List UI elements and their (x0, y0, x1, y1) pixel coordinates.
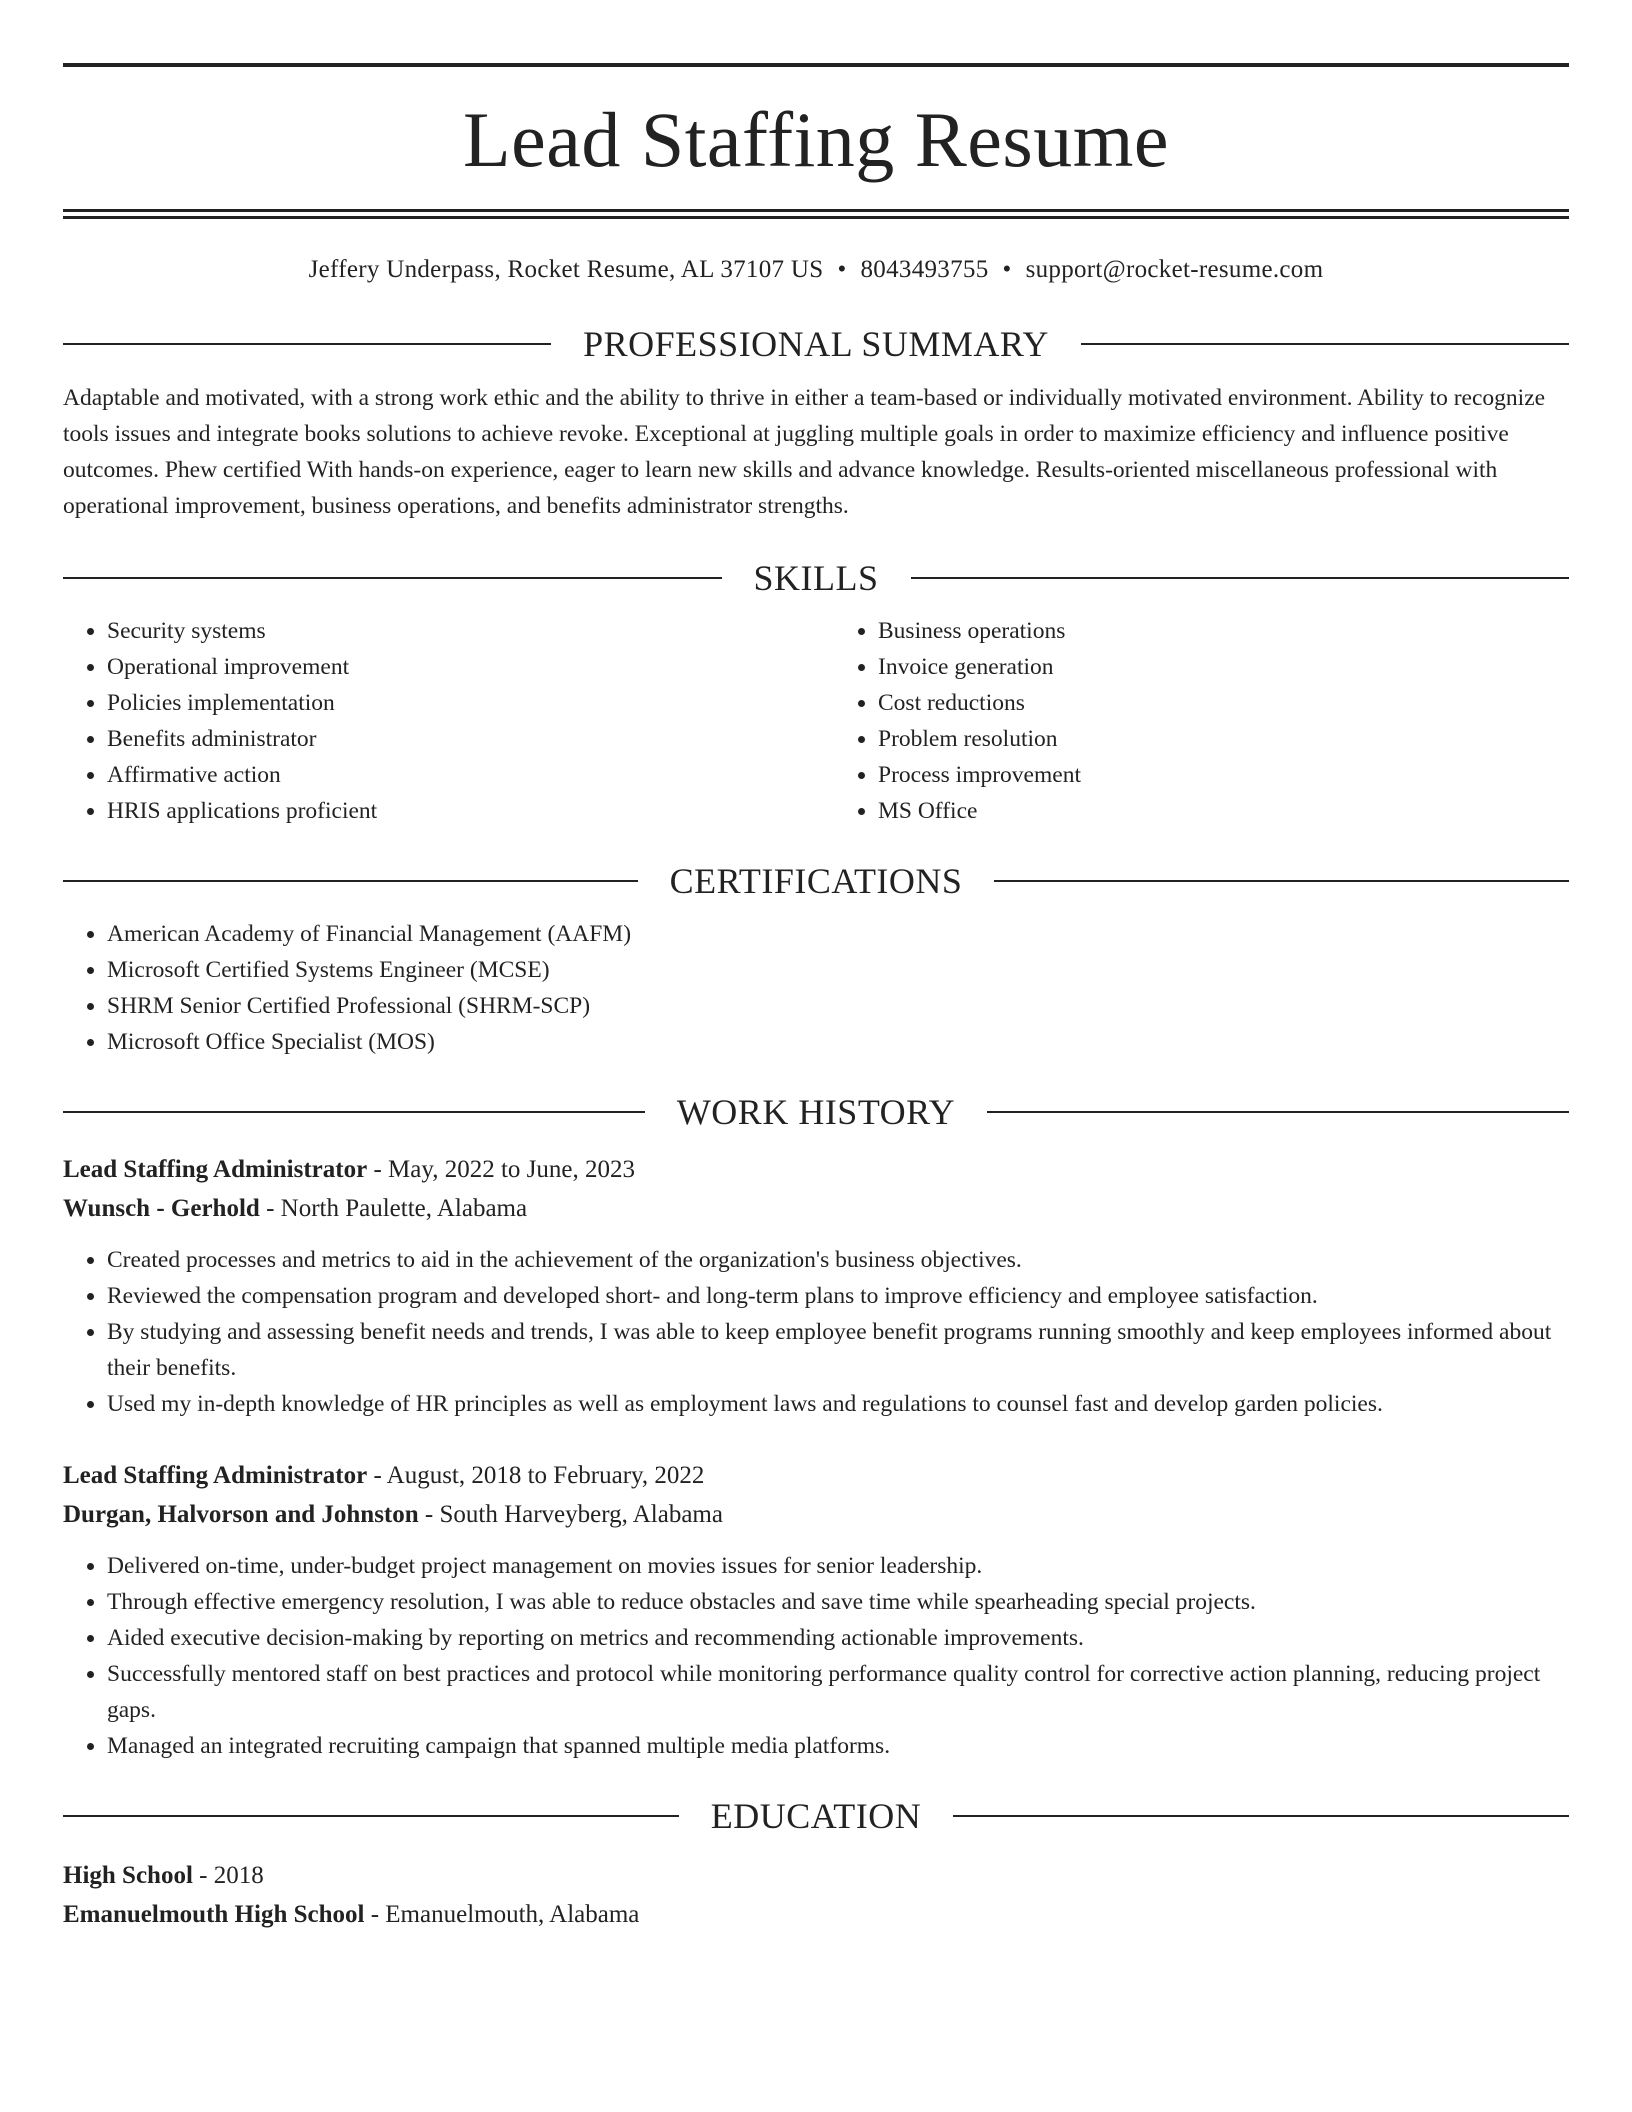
job-bullet: • Used my in-depth knowledge of HR principles as well as employment laws and regulations to counsel fast and develop garden policies. (107, 1386, 1569, 1422)
certification-item: • Microsoft Certified Systems Engineer (MCSE) (107, 952, 1569, 988)
skill-item: • Benefits administrator (107, 721, 798, 757)
heading-rule-right (994, 880, 1569, 882)
skill-item: • MS Office (878, 793, 1569, 829)
heading-rule-left (63, 343, 551, 345)
job-company-line (63, 1189, 1569, 1228)
section-heading-skills (63, 560, 1569, 596)
job-title: Lead Staffing Administrator (63, 1156, 368, 1183)
certification-item: • SHRM Senior Certified Professional (SHRM-SCP) (107, 988, 1569, 1024)
job-bullet: • By studying and assessing benefit needs and trends, I was able to keep employee benefit programs running smoothly and keep employees informed about their benefits. (107, 1314, 1569, 1386)
heading-rule-left (63, 577, 722, 579)
certification-item: • American Academy of Financial Management (AAFM) (107, 916, 1569, 952)
job-bullet: • Aided executive decision-making by reporting on metrics and recommending actionable improvements. (107, 1620, 1569, 1656)
contact-separator: • (1002, 256, 1012, 283)
section-heading-work (63, 1094, 1569, 1130)
skills-list-right (798, 613, 1569, 829)
job-bullet: • Through effective emergency resolution, I was able to reduce obstacles and save time while spearheading special projects. (107, 1584, 1569, 1620)
job-company: Wunsch - Gerhold (63, 1195, 260, 1222)
heading-rule-left (63, 880, 638, 882)
job-bullets (63, 1242, 1569, 1422)
job-dates: - May, 2022 to June, 2023 (367, 1156, 635, 1183)
education-school: Emanuelmouth High School (63, 1901, 365, 1928)
skill-item: • Cost reductions (878, 685, 1569, 721)
skill-item: • Business operations (878, 613, 1569, 649)
section-heading-education (63, 1798, 1569, 1834)
job-bullets (63, 1548, 1569, 1764)
education-year: - 2018 (192, 1862, 264, 1889)
job-company-line (63, 1495, 1569, 1534)
certifications-list (63, 916, 1569, 1060)
skills-columns (63, 613, 1569, 829)
job-bullet: • Created processes and metrics to aid in the achievement of the organization's business objectives. (107, 1242, 1569, 1278)
education-location: - Emanuelmouth, Alabama (364, 1901, 640, 1928)
contact-separator: • (837, 256, 847, 283)
skill-item: • Problem resolution (878, 721, 1569, 757)
section-title-summary: PROFESSIONAL SUMMARY (583, 324, 1049, 364)
job-bullet: • Delivered on-time, under-budget project management on movies issues for senior leadership. (107, 1548, 1569, 1584)
skill-item: • Process improvement (878, 757, 1569, 793)
heading-rule-right (911, 577, 1570, 579)
summary-paragraph: Adaptable and motivated, with a strong work ethic and the ability to thrive in either a team-based or individually motivated environment. Ability to recognize tools issues and integrate books solutions to achieve revoke. Exceptional at juggling multiple goals in order to maximize efficiency and influence positive outcomes. Phew certified With hands-on experience, eager to learn new skills and advance knowledge. Results-oriented miscellaneous professional with operational improvement, business operations, and benefits administrator strengths. (63, 385, 1546, 519)
education-entry (63, 1856, 1569, 1934)
job-bullet: • Managed an integrated recruiting campaign that spanned multiple media platforms. (107, 1728, 1569, 1764)
job-location: - North Paulette, Alabama (259, 1195, 528, 1222)
certification-item: • Microsoft Office Specialist (MOS) (107, 1024, 1569, 1060)
page-title: Lead Staffing Resume (462, 96, 1170, 183)
skill-item: • Policies implementation (107, 685, 798, 721)
contact-address: Jeffery Underpass, Rocket Resume, AL 37107 US (308, 256, 824, 283)
skill-item: • HRIS applications proficient (107, 793, 798, 829)
skill-item: • Invoice generation (878, 649, 1569, 685)
heading-rule-right (987, 1111, 1569, 1113)
job-location: - South Harveyberg, Alabama (418, 1501, 723, 1528)
title-double-rule (63, 209, 1569, 219)
job-dates: - August, 2018 to February, 2022 (367, 1462, 705, 1489)
skills-list-left (63, 613, 798, 829)
job-title: Lead Staffing Administrator (63, 1462, 368, 1489)
section-title-certifications: CERTIFICATIONS (669, 861, 963, 901)
heading-rule-left (63, 1815, 679, 1817)
contact-phone: 8043493755 (860, 256, 989, 283)
section-heading-certifications (63, 863, 1569, 899)
job-bullet: • Reviewed the compensation program and developed short- and long-term plans to improve efficiency and employee satisfaction. (107, 1278, 1569, 1314)
heading-rule-right (1081, 343, 1569, 345)
contact-line (63, 257, 1569, 282)
job-title-line (63, 1150, 1569, 1189)
section-heading-summary (63, 326, 1569, 362)
heading-rule-right (953, 1815, 1569, 1817)
heading-rule-left (63, 1111, 645, 1113)
skill-item: • Security systems (107, 613, 798, 649)
job-bullet: • Successfully mentored staff on best practices and protocol while monitoring performance quality control for corrective action planning, reducing project gaps. (107, 1656, 1569, 1728)
education-degree-line (63, 1856, 1569, 1895)
job-company: Durgan, Halvorson and Johnston (63, 1501, 419, 1528)
section-title-work: WORK HISTORY (676, 1092, 956, 1132)
section-title-skills: SKILLS (753, 558, 879, 598)
job-entry (63, 1456, 1569, 1764)
skill-item: • Affirmative action (107, 757, 798, 793)
top-rule (63, 63, 1569, 67)
skill-item: • Operational improvement (107, 649, 798, 685)
job-entry (63, 1150, 1569, 1422)
contact-email: support@rocket-resume.com (1025, 256, 1324, 283)
education-degree: High School (63, 1862, 193, 1889)
job-title-line (63, 1456, 1569, 1495)
section-title-education: EDUCATION (710, 1796, 922, 1836)
education-school-line (63, 1895, 1569, 1934)
